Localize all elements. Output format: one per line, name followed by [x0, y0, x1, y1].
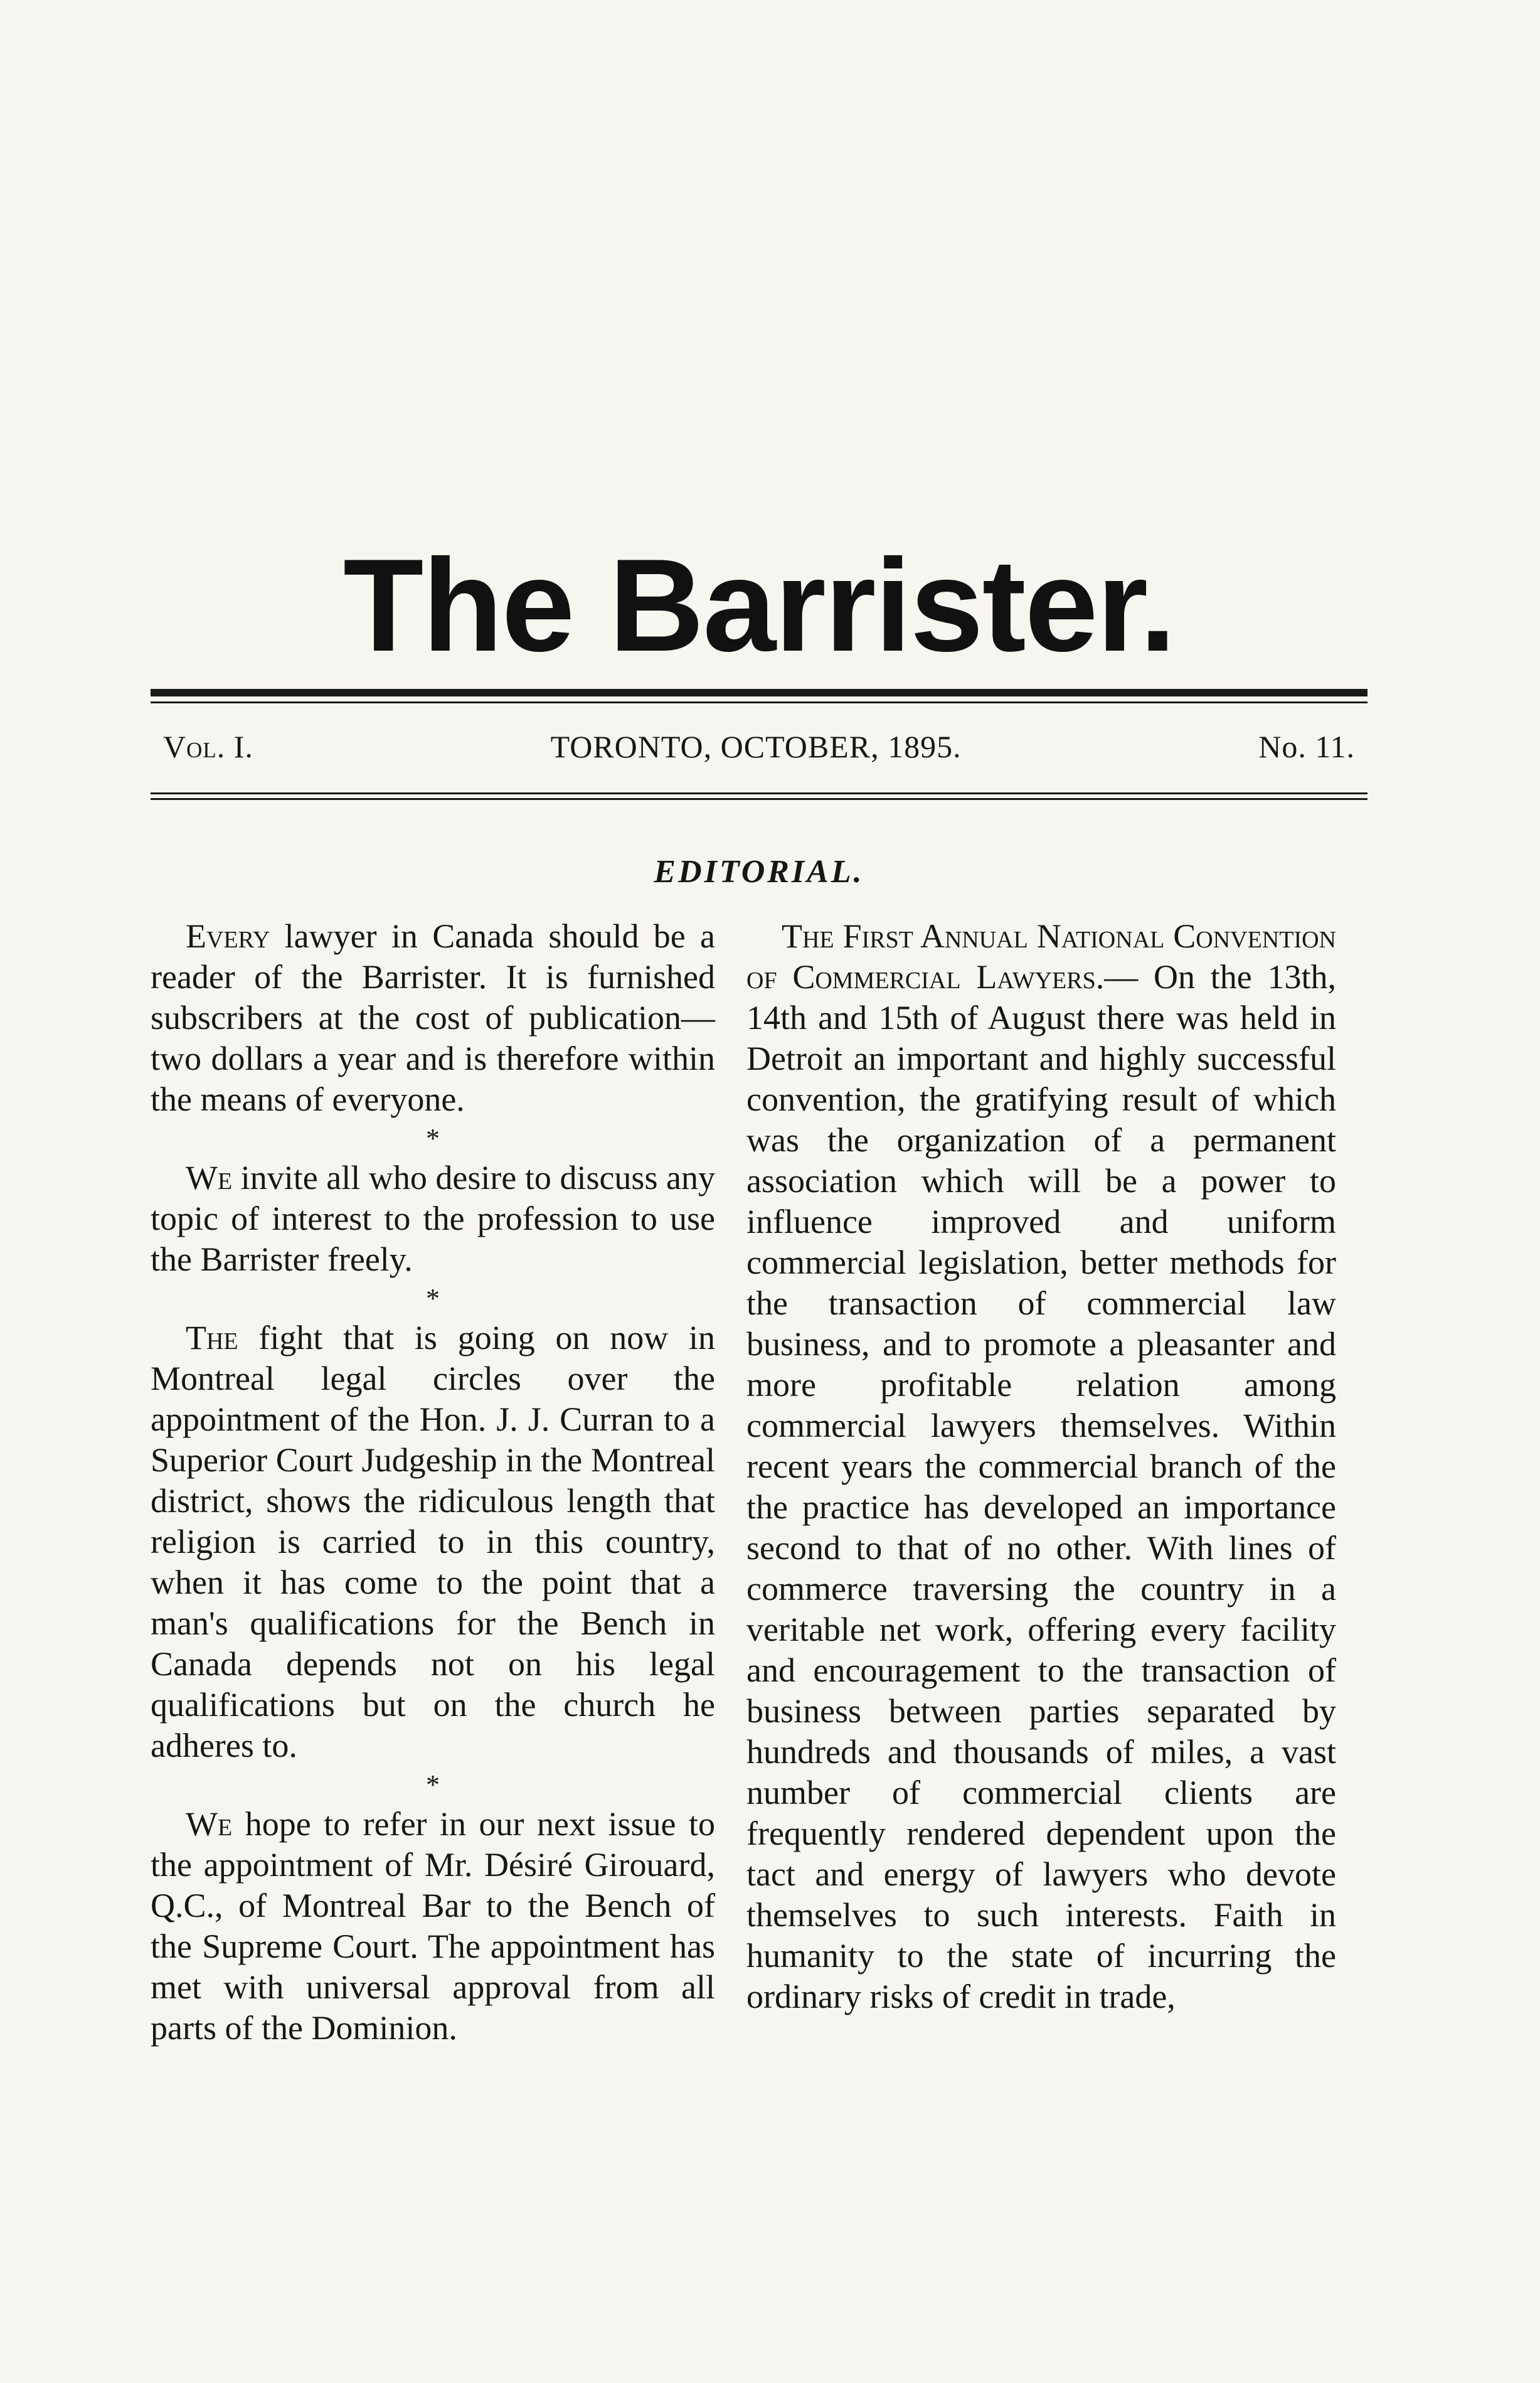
editorial-paragraph	[151, 916, 715, 1120]
place-date: TORONTO, OCTOBER, 1895.	[550, 729, 962, 764]
paragraph-lead: We	[186, 1805, 233, 1843]
right-column	[746, 916, 1336, 2017]
section-separator: *	[426, 1123, 440, 1154]
section-separator: *	[426, 1283, 440, 1314]
article-body: On the 13th, 14th and 15th of August there was held in Detroit an important and highly successful convention, the gratifying result of which was the organization of a permanent association which will be a power to influence improved and uniform commercial legislation, better methods for the transaction of commercial law business, and to promote a pleasanter and more profitable relation among commercial lawyers themselves. Within recent years the commercial branch of the the practice has developed an importance second to that of no other. With lines of commerce traversing the country in a veritable net work, offering every facility and encouragement to the transaction of business between parties separated by hundreds and thousands of miles, a vast number of commercial clients are frequently rendered dependent upon the tact and energy of lawyers who devote themselves to such interests. Faith in humanity to the state of incurring the ordinary risks of credit in trade,	[746, 958, 1336, 2015]
section-heading: EDITORIAL.	[654, 854, 864, 890]
masthead-rule-bottom-2	[151, 798, 1367, 800]
paragraph-lead: We	[186, 1159, 233, 1197]
masthead-rule-bottom	[151, 792, 1367, 794]
paragraph-body: invite all who desire to discuss any topic of interest to the profession to use the Barrister freely.	[151, 1159, 715, 1278]
paragraph-body: fight that is going on now in Montreal legal circles over the appointment of the Hon. J. J. Curran to a Superior Court Judgeship in the Montreal district, shows the ridiculous length that religion is carried to in this country, when it has come to the point that a man's qualifications for the Bench in Canada depends not on his legal qualifications but on the church he adheres to.	[151, 1319, 715, 1764]
article-heading: The First Annual National Convention of Commercial Lawyers.—	[746, 917, 1336, 996]
editorial-paragraph	[151, 1158, 715, 1280]
publication-title: The Barrister.	[343, 531, 1175, 679]
dateline	[151, 703, 1367, 787]
paragraph-body: hope to refer in our next issue to the appointment of Mr. Désiré Girouard, Q.C., of Montreal Bar to the Bench of the Supreme Court. The appointment has met with universal approval from all parts of the Dominion.	[151, 1805, 715, 2047]
section-separator: *	[426, 1769, 440, 1800]
paragraph-body: lawyer in Canada should be a reader of the Barrister. It is furnished subscribers at the cost of publication—two dollars a year and is therefore within the means of everyone.	[151, 917, 715, 1118]
masthead-rule-top	[151, 689, 1367, 696]
paragraph-lead: The	[186, 1319, 238, 1357]
volume-label: Vol. I.	[163, 729, 253, 764]
convention-article	[746, 916, 1336, 2017]
issue-number: No. 11.	[1258, 729, 1355, 764]
left-column	[151, 916, 715, 2049]
paragraph-lead: Every	[186, 917, 270, 955]
masthead	[151, 531, 1367, 800]
editorial-paragraph	[151, 1318, 715, 1766]
editorial-paragraph	[151, 1804, 715, 2049]
